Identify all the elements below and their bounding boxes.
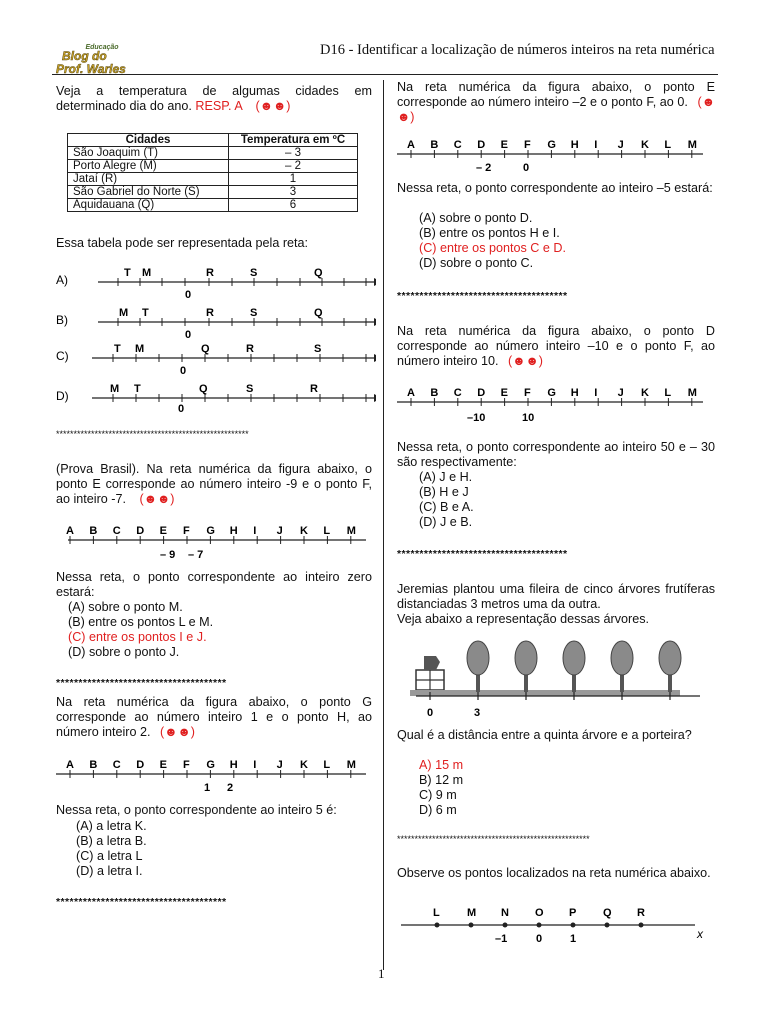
point-dot [605, 923, 610, 928]
point-label: T [114, 343, 121, 355]
point-label: R [206, 267, 214, 279]
table-cell: 1 [229, 173, 358, 186]
q3-statement [56, 695, 372, 740]
zero-label: 0 [180, 365, 187, 377]
option: D) 6 m [419, 803, 457, 817]
point-label: M [119, 307, 129, 319]
separator: ******************************************************* [56, 429, 249, 439]
point-label: E [159, 525, 167, 537]
zero-label: 0 [185, 289, 192, 301]
logo-arc-text: Educação [85, 44, 119, 51]
temperature-table [67, 133, 358, 212]
point-dot [435, 923, 440, 928]
point-label: E [500, 387, 508, 399]
point-label: J [617, 387, 624, 399]
point-label: M [346, 525, 356, 537]
point-label: H [570, 387, 579, 399]
q3-question: Nessa reta, o ponto correspondente ao inteiro 5 é: [56, 803, 337, 817]
point-label: L [664, 387, 672, 399]
point-label: L [323, 759, 331, 771]
point-label: A [407, 139, 415, 151]
option-label: C) [56, 349, 69, 363]
point-label: F [524, 139, 531, 151]
zero-label: 0 [185, 329, 192, 341]
q5-options [397, 470, 715, 530]
mark-label: 0 [427, 707, 434, 719]
q7-statement: Observe os pontos localizados na reta numérica abaixo. [397, 866, 711, 880]
table-cell: – 2 [229, 160, 358, 173]
table-cell: – 3 [229, 147, 358, 160]
point-label: Q [199, 383, 208, 395]
option-correct: A) 15 m [419, 758, 464, 772]
point-label: J [276, 525, 283, 537]
option-label: D) [56, 389, 69, 403]
q6-statement: Jeremias plantou uma fileira de cinco árvores frutíferas distanciadas 3 metros uma da outra. [397, 582, 715, 611]
page-title: D16 - Identificar a localização de números inteiros na reta numérica [320, 42, 715, 58]
table-header: Temperatura em ºC [229, 134, 358, 147]
table-cell: 6 [229, 199, 358, 212]
zero-label: 0 [178, 403, 185, 412]
table-cell: São Gabriel do Norte (S) [68, 186, 229, 199]
point-label: G [547, 387, 556, 399]
q5-text: Na reta numérica da figura abaixo, o ponto D corresponde ao número inteiro –10 e o ponto F, ao número inteiro 10. [397, 324, 715, 368]
point-label: G [547, 139, 556, 151]
option-correct: (C) entre os pontos C e D. [419, 241, 566, 255]
point-label: S [250, 267, 258, 279]
option: (D) sobre o ponto J. [68, 645, 180, 659]
mark-label: 0 [523, 162, 530, 174]
point-label: M [467, 907, 477, 919]
q2-text: (Prova Brasil). Na reta numérica da figura abaixo, o ponto E corresponde ao número inteiro -9 e o ponto F, ao inteiro -7. [56, 462, 372, 506]
point-label: R [637, 907, 645, 919]
tree-icon [611, 641, 633, 692]
point-label: M [687, 387, 697, 399]
mark-label: 2 [227, 782, 234, 794]
point-label: O [535, 907, 544, 919]
point-label: G [206, 525, 215, 537]
q1-option-d [56, 383, 376, 412]
point-label: R [206, 307, 214, 319]
point-label: T [142, 307, 149, 319]
option: (D) sobre o ponto C. [419, 256, 534, 270]
table-row [68, 173, 358, 186]
q5-statement [397, 324, 715, 369]
q3-smiley: (☻☻) [160, 725, 195, 739]
mark-label: – 9 [160, 549, 176, 561]
point-label: D [477, 139, 486, 151]
q3-options [56, 819, 372, 879]
q1-statement [56, 84, 372, 114]
point-dot [537, 923, 542, 928]
point-label: A [66, 759, 74, 771]
column-divider [383, 80, 384, 970]
table-cell: Porto Alegre (M) [68, 160, 229, 173]
q4-question: Nessa reta, o ponto correspondente ao inteiro –5 estará: [397, 181, 713, 195]
point-label: M [110, 383, 120, 395]
q7-number-line [397, 900, 715, 948]
point-label: C [453, 139, 462, 151]
point-label: G [206, 759, 215, 771]
point-label: F [183, 759, 190, 771]
q1-smiley: (☻☻) [255, 99, 291, 113]
table-header-row [68, 134, 358, 147]
q4-options [397, 211, 715, 271]
q2-smiley: (☻☻) [139, 492, 175, 506]
q5-question: Nessa reta, o ponto correspondente ao inteiro 50 e – 30 são respectivamente: [397, 440, 715, 469]
mark-label: 10 [522, 412, 535, 424]
point-label: S [246, 383, 254, 395]
point-label: K [300, 525, 308, 537]
trees-illustration [410, 636, 710, 722]
point-label: S [250, 307, 258, 319]
option: C) 9 m [419, 788, 457, 802]
point-label: A [66, 525, 74, 537]
option: (C) a letra L [76, 849, 143, 863]
mark-label: 3 [474, 707, 481, 719]
point-label: I [594, 139, 598, 151]
point-label: I [594, 387, 598, 399]
separator: ************************************** [397, 290, 568, 302]
option: (A) sobre o ponto D. [419, 211, 533, 225]
point-label: D [136, 525, 145, 537]
point-label: I [253, 759, 257, 771]
option: (B) H e J [419, 485, 469, 499]
tree-icon [563, 641, 585, 692]
q1-option-a [56, 267, 376, 301]
option-label: A) [56, 273, 68, 287]
option: (D) J e B. [419, 515, 473, 529]
q6-statement-2: Veja abaixo a representação dessas árvores. [397, 612, 650, 626]
point-label: S [314, 343, 322, 355]
blog-logo [52, 40, 152, 76]
q2-number-line [56, 522, 372, 562]
point-label: K [300, 759, 308, 771]
point-label: B [430, 387, 439, 399]
point-label: N [501, 907, 509, 919]
q1-text: Veja a temperatura de algumas cidades em determinado dia do ano. [56, 84, 372, 113]
point-label: C [112, 759, 121, 771]
q3-text: Na reta numérica da figura abaixo, o ponto G corresponde ao número inteiro 1 e o ponto H, ao número inteiro 2. [56, 695, 372, 739]
point-label: J [276, 759, 283, 771]
point-label: M [135, 343, 145, 355]
point-label: M [142, 267, 152, 279]
point-label: E [500, 139, 508, 151]
point-label: J [617, 139, 624, 151]
q1-answer: RESP. A [195, 99, 243, 113]
q4-number-line [397, 136, 715, 176]
separator: ************************************** [56, 677, 227, 689]
point-label: L [323, 525, 331, 537]
q2-options [56, 600, 372, 660]
option: (D) a letra I. [76, 864, 143, 878]
logo-line1: Blog do [62, 49, 107, 63]
q6-options [397, 758, 715, 818]
point-label: H [570, 139, 579, 151]
tree-icon [515, 641, 537, 692]
mark-label: –1 [495, 933, 508, 945]
separator: ******************************************************* [397, 834, 590, 844]
option: (B) entre os pontos H e I. [419, 226, 560, 240]
point-label: F [524, 387, 531, 399]
separator: ************************************** [56, 896, 227, 908]
mark-label: – 7 [188, 549, 204, 561]
point-label: H [229, 525, 238, 537]
point-dot [639, 923, 644, 928]
table-cell: Aquidauana (Q) [68, 199, 229, 212]
q3-number-line [56, 756, 372, 796]
option-correct: (C) entre os pontos I e J. [68, 630, 207, 644]
q1-after-text: Essa tabela pode ser representada pela reta: [56, 236, 309, 250]
q4-smiley: (☻☻) [397, 95, 715, 124]
mark-label: 1 [204, 782, 211, 794]
mark-label: 1 [570, 933, 577, 945]
mark-label: 0 [536, 933, 543, 945]
separator: ************************************** [397, 548, 568, 560]
point-label: L [664, 139, 672, 151]
point-label: Q [603, 907, 612, 919]
q1-option-c [56, 343, 376, 377]
point-label: P [569, 907, 577, 919]
table-row [68, 160, 358, 173]
q4-text: Na reta numérica da figura abaixo, o ponto E corresponde ao número inteiro –2 e o ponto F, ao 0. [397, 80, 715, 109]
table-row [68, 186, 358, 199]
option: B) 12 m [419, 773, 464, 787]
point-label: F [183, 525, 190, 537]
point-label: K [641, 387, 649, 399]
q5-smiley: (☻☻) [508, 354, 543, 368]
point-label: R [310, 383, 318, 395]
point-label: Q [314, 267, 323, 279]
gate-icon [416, 656, 444, 690]
point-label: B [430, 139, 439, 151]
q2-question: Nessa reta, o ponto correspondente ao inteiro zero estará: [56, 570, 372, 599]
tree-icon [467, 641, 489, 692]
page-number: 1 [378, 966, 385, 981]
point-label: R [246, 343, 254, 355]
axis-label: x [697, 927, 703, 941]
point-label: T [124, 267, 131, 279]
mark-label: –10 [467, 412, 486, 424]
point-label: B [89, 759, 98, 771]
point-label: K [641, 139, 649, 151]
point-label: E [159, 759, 167, 771]
point-dot [469, 923, 474, 928]
mark-label: – 2 [476, 162, 492, 174]
table-header: Cidades [68, 134, 229, 147]
q4-statement [397, 80, 715, 125]
q6-question: Qual é a distância entre a quinta árvore e a porteira? [397, 728, 692, 742]
option: (B) entre os pontos L e M. [68, 615, 214, 629]
point-label: Q [201, 343, 210, 355]
point-label: L [433, 907, 440, 919]
table-row [68, 199, 358, 212]
point-label: C [453, 387, 462, 399]
point-dot [571, 923, 576, 928]
point-dot [503, 923, 508, 928]
point-label: Q [314, 307, 323, 319]
q1-number-lines [56, 262, 376, 412]
point-label: I [253, 525, 257, 537]
point-label: A [407, 387, 415, 399]
tree-icon [659, 641, 681, 692]
header-divider [52, 74, 718, 75]
q1-option-b [56, 307, 376, 341]
point-label: C [112, 525, 121, 537]
point-label: D [136, 759, 145, 771]
option: (A) sobre o ponto M. [68, 600, 183, 614]
table-cell: 3 [229, 186, 358, 199]
point-label: M [687, 139, 697, 151]
q2-statement [56, 462, 372, 507]
table-row [68, 147, 358, 160]
option: (C) B e A. [419, 500, 474, 514]
option: (A) a letra K. [76, 819, 147, 833]
q5-number-line [397, 382, 715, 424]
point-label: T [134, 383, 141, 395]
option: (A) J e H. [419, 470, 473, 484]
table-cell: São Joaquim (T) [68, 147, 229, 160]
point-label: B [89, 525, 98, 537]
table-cell: Jataí (R) [68, 173, 229, 186]
point-label: H [229, 759, 238, 771]
option: (B) a letra B. [76, 834, 147, 848]
logo-line2: Prof. Warles [56, 62, 126, 76]
point-label: D [477, 387, 486, 399]
point-label: M [346, 759, 356, 771]
option-label: B) [56, 313, 68, 327]
